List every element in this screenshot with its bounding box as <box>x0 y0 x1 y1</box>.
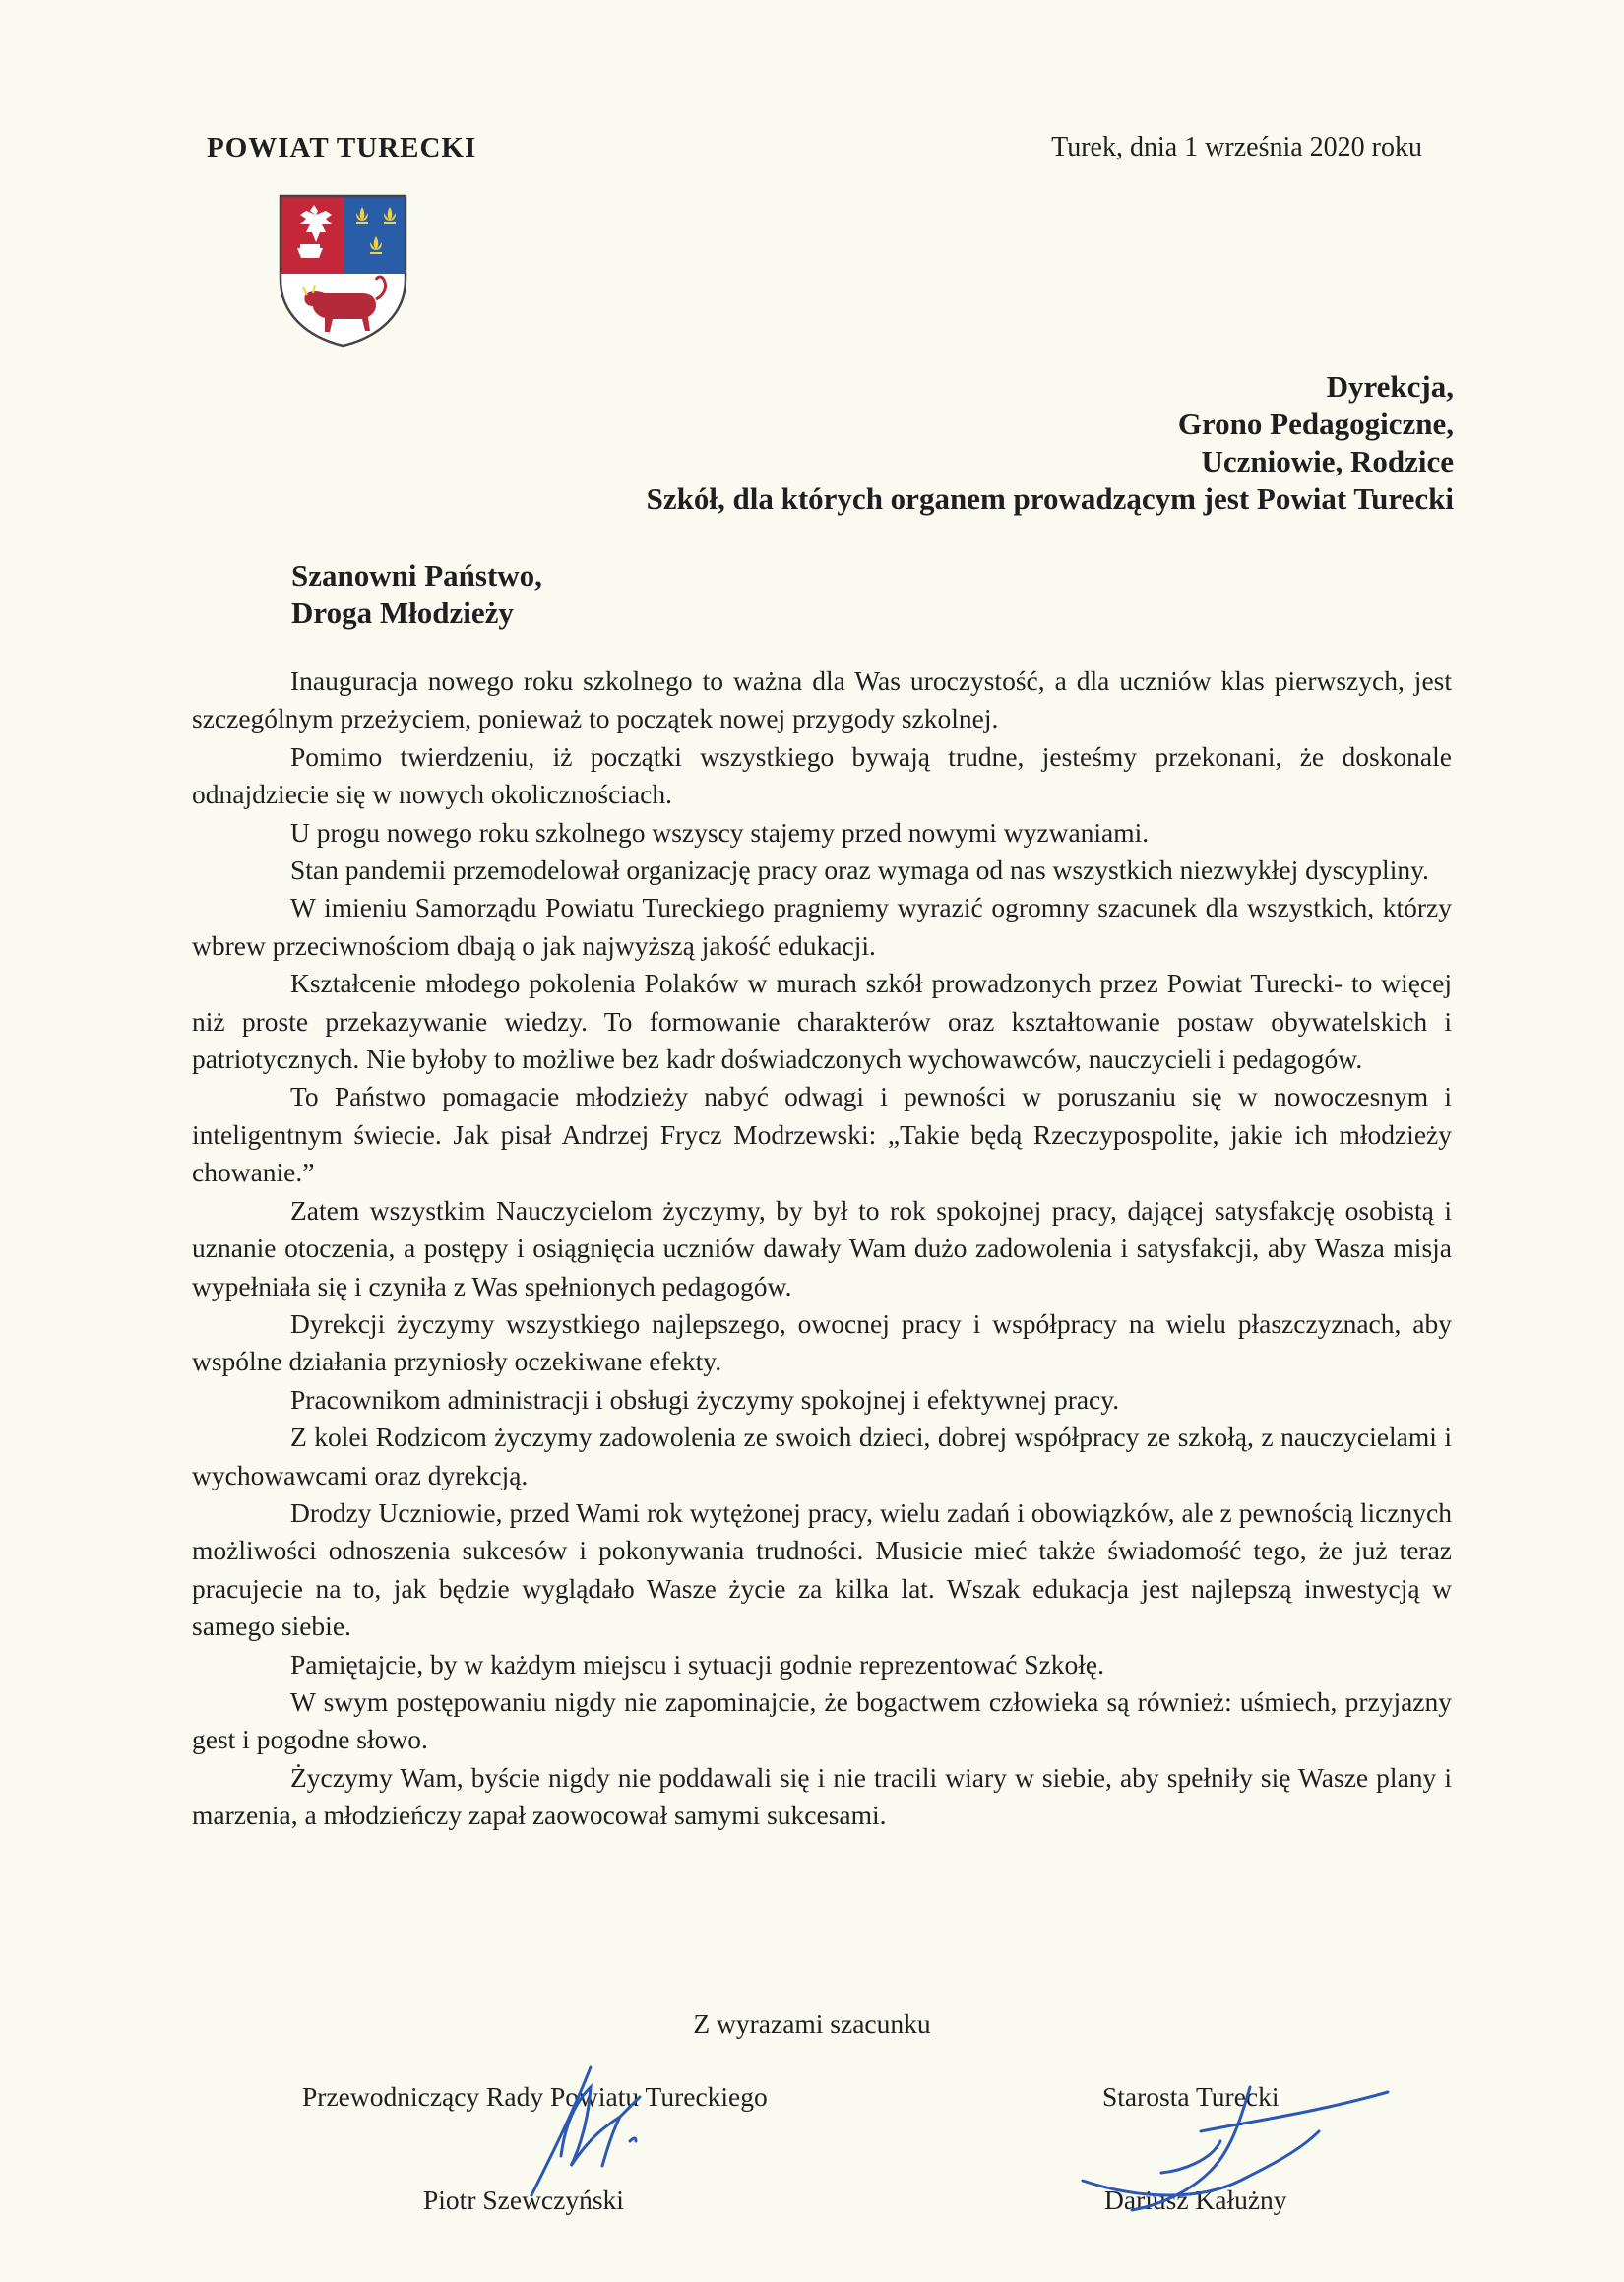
addressee-line: Szkół, dla których organem prowadzącym jest Powiat Turecki <box>646 481 1454 516</box>
body-paragraph: Kształcenie młodego pokolenia Polaków w murach szkół prowadzonych przez Powiat Turecki- to więcej niż proste przekazywanie wiedzy. To formowanie charakterów oraz kształtowanie postaw obywatelskich i patriotycznych. Nie byłoby to możliwe bez kadr doświadczonych wychowawców, nauczycieli i pedagogów. <box>192 968 1452 1075</box>
handwritten-signature-icon <box>512 2058 669 2205</box>
addressee-line: Grono Pedagogiczne, <box>1177 407 1454 441</box>
body-paragraph: Drodzy Uczniowie, przed Wami rok wytężonej pracy, wielu zadań i obowiązków, ale z pewnością licznych możliwości odnoszenia sukcesów i pokonywania trudności. Musicie mieć także świadomość tego, że już teraz pracujecie na to, jak będzie wyglądało Wasze życie za kilka lat. Wszak edukacja jest najlepszą inwestycją w samego siebie. <box>192 1496 1452 1642</box>
addressee-block <box>647 368 1454 518</box>
coat-of-arms-icon <box>278 193 408 349</box>
salutation-line: Droga Młodzieży <box>291 596 514 630</box>
body-paragraph: Pamiętajcie, by w każdym miejscu i sytuacji godnie reprezentować Szkołę. <box>290 1648 1105 1680</box>
body-paragraph: Dyrekcji życzymy wszystkiego najlepszego, owocnej pracy i współpracy na wielu płaszczyznach, aby wspólne działania przyniosły oczekiwane efekty. <box>192 1307 1452 1377</box>
addressee-line: Uczniowie, Rodzice <box>1201 444 1454 478</box>
body-paragraph: W imieniu Samorządu Powiatu Tureckiego pragniemy wyrazić ogromny szacunek dla wszystkich, którzy wbrew przeciwnościom dbają o jak najwyższą jakość edukacji. <box>192 892 1452 961</box>
body-paragraph: Pracownikom administracji i obsługi życzymy spokojnej i efektywnej pracy. <box>290 1383 1120 1415</box>
body-paragraph: Życzymy Wam, byście nigdy nie poddawali się i nie tracili wiary w siebie, aby spełniły się Wasze plany i marzenia, a młodzieńczy zapał zaowocował samymi sukcesami. <box>192 1761 1452 1831</box>
body-paragraph: Z kolei Rodzicom życzymy zadowolenia ze swoich dzieci, dobrej współpracy ze szkołą, z nauczycielami i wychowawcami oraz dyrekcją. <box>192 1422 1452 1490</box>
body-paragraph: Inauguracja nowego roku szkolnego to ważna dla Was uroczystość, a dla uczniów klas pierwszych, jest szczególnym przeżyciem, ponieważ to początek nowej przygody szkolnej. <box>192 666 1452 734</box>
closing-phrase: Z wyrazami szacunku <box>693 2008 931 2039</box>
body-paragraph: Zatem wszystkim Nauczycielom życzymy, by był to rok spokojnej pracy, dającej satysfakcję osobistą i uznanie otoczenia, a postępy i osiągnięcia uczniów dawały Wam dużo zadowolenia i satysfakcji, aby Wasza misja wypełniała się i czyniła z Was spełnionych pedagogów. <box>192 1194 1452 1301</box>
left-signatory-title: Przewodniczący Rady Powiatu Tureckiego <box>302 2081 768 2112</box>
right-signatory-title: Starosta Turecki <box>1102 2081 1280 2112</box>
body-paragraph: Pomimo twierdzeniu, iż początki wszystkiego bywają trudne, jesteśmy przekonani, że doskonale odnajdziecie się w nowych okolicznościach. <box>192 740 1452 810</box>
addressee-line: Dyrekcja, <box>1326 369 1454 404</box>
left-signatory-name: Piotr Szewczyński <box>423 2185 624 2215</box>
salutation <box>291 557 542 632</box>
letter-body <box>192 663 1452 1835</box>
body-paragraph: To Państwo pomagacie młodzieży nabyć odwagi i pewności w poruszaniu się w nowoczesnym i inteligentnym świecie. Jak pisał Andrzej Frycz Modrzewski: „Takie będą Rzeczypospolite, jakie ich młodzieży chowanie.” <box>192 1081 1452 1188</box>
salutation-line: Szanowni Państwo, <box>291 558 542 593</box>
body-paragraph: Stan pandemii przemodelował organizację pracy oraz wymaga od nas wszystkich niezwykłej dyscypliny. <box>290 855 1429 886</box>
body-paragraph: W swym postępowaniu nigdy nie zapominajcie, że bogactwem człowieka są również: uśmiech, przyjazny gest i pogodne słowo. <box>192 1685 1452 1755</box>
body-paragraph: U progu nowego roku szkolnego wszyscy stajemy przed nowymi wyzwaniami. <box>290 816 1150 848</box>
handwritten-signature-icon <box>1024 2062 1398 2230</box>
issuer-name: POWIAT TURECKI <box>207 132 477 163</box>
right-signatory-name: Dariusz Kałużny <box>1104 2185 1287 2215</box>
letter-date: Turek, dnia 1 września 2020 roku <box>1051 132 1422 162</box>
